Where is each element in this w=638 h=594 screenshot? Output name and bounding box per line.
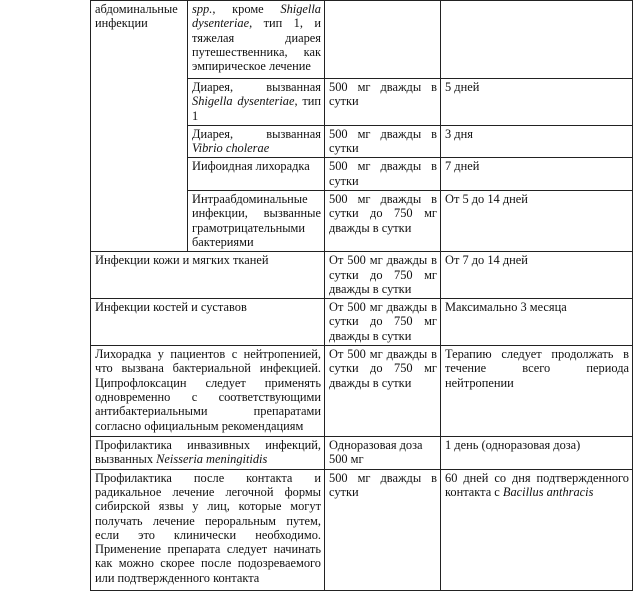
duration-cell (441, 79, 633, 126)
indication-italic: Shigella dysenteriae (192, 94, 295, 109)
duration-cell (441, 1, 633, 79)
indication-italic: Vibrio cholerae (192, 141, 270, 156)
indication-text: Профилактика после контакта и радикальное лечение легочной формы сибирской язвы у лиц, которые могут получать лечение пероральным путем, если это клинически необходимо. Применение препарата следует начинать как можно скорее после подозреваемого или подтвержденного контакта (95, 470, 321, 585)
dose-cell (325, 252, 441, 299)
dose-cell (325, 1, 441, 79)
indication-cell (188, 125, 325, 158)
dose-text: От 500 мг дважды в сутки до 750 мг дважды в сутки (329, 253, 437, 296)
duration-text: 7 дней (445, 159, 480, 174)
duration-cell (441, 469, 633, 590)
duration-cell (441, 437, 633, 470)
indication-group-text: абдоминальные инфекции (95, 2, 178, 31)
dose-text: 500 мг дважды в сутки (329, 159, 437, 188)
indication-cell (91, 299, 325, 346)
indication-text: , кроме (212, 2, 281, 16)
duration-text: Максимально 3 месяца (445, 300, 567, 315)
duration-text: 5 дней (445, 80, 480, 94)
dose-cell (325, 469, 441, 590)
dosage-table (90, 0, 633, 591)
dose-text: От 500 мг дважды в сутки до 750 мг дважды в сутки (329, 347, 437, 390)
indication-italic: Shigella dysenteriae (192, 2, 321, 31)
duration-text: 3 дня (445, 126, 473, 141)
duration-cell (441, 346, 633, 437)
indication-text: , тип 1 (192, 94, 321, 123)
duration-text: Терапию следует продолжать в течение всего периода нейтропении (445, 347, 629, 390)
indication-cell (188, 158, 325, 191)
indication-cell (91, 469, 325, 590)
dose-text: Одноразовая доза 500 мг (329, 438, 423, 467)
dose-cell (325, 158, 441, 191)
table-row (91, 1, 633, 79)
indication-cell (91, 346, 325, 437)
indication-text: Иифоидная лихорадка (192, 159, 310, 174)
dose-text: 500 мг дважды в сутки (329, 126, 437, 156)
dose-text: От 500 мг дважды в сутки до 750 мг дважды в сутки (329, 300, 437, 343)
duration-cell (441, 125, 633, 158)
dose-cell (325, 437, 441, 470)
indication-text: Диарея, вызванная (192, 80, 321, 94)
indication-cell (188, 191, 325, 252)
duration-cell (441, 299, 633, 346)
indication-text: Интраабдоминальные инфекции, вызванные грамотрицательными бактериями (192, 192, 321, 249)
table-row (91, 346, 633, 437)
indication-text: Инфекции костей и суставов (95, 300, 247, 315)
dose-text: 500 мг дважды в сутки (329, 80, 437, 109)
duration-cell (441, 252, 633, 299)
dose-text: 500 мг дважды в сутки до 750 мг дважды в сутки (329, 192, 437, 235)
indication-text: Лихорадка у пациентов с нейтропенией, что вызвана бактериальной инфекцией. Ципрофлоксацин следует применять одновременно с соответствующими антибактериальными препаратами согласно официальным рекомендациям (95, 347, 321, 433)
duration-text: От 7 до 14 дней (445, 253, 528, 268)
indication-text: Диарея, вызванная (192, 126, 321, 141)
dose-text: 500 мг дважды в сутки (329, 470, 437, 499)
table-row (91, 437, 633, 470)
dose-cell (325, 191, 441, 252)
duration-text: 1 день (одноразовая доза) (445, 438, 581, 453)
table-row (91, 252, 633, 299)
duration-cell (441, 158, 633, 191)
indication-text: , тип 1, и тяжелая диарея путешественника, как эмпирическое лечение (192, 16, 321, 74)
indication-text: Инфекции кожи и мягких тканей (95, 253, 269, 268)
indication-group-cell (91, 1, 188, 252)
indication-italic: Neisseria meningitidis (156, 452, 268, 467)
indication-cell (188, 79, 325, 126)
table-row (91, 299, 633, 346)
dose-cell (325, 299, 441, 346)
indication-cell (91, 437, 325, 470)
dose-cell (325, 125, 441, 158)
dose-cell (325, 79, 441, 126)
indication-cell (188, 1, 325, 79)
dose-cell (325, 346, 441, 437)
duration-cell (441, 191, 633, 252)
indication-italic: spp. (192, 2, 213, 16)
table-row (91, 469, 633, 590)
duration-italic: Bacillus anthracis (502, 484, 594, 499)
duration-text: 60 дней со дня подтвержденного контакта с (445, 470, 629, 499)
duration-text: От 5 до 14 дней (445, 192, 528, 207)
indication-cell (91, 252, 325, 299)
indication-text: Профилактика инвазивных инфекций, вызванных (95, 438, 321, 467)
